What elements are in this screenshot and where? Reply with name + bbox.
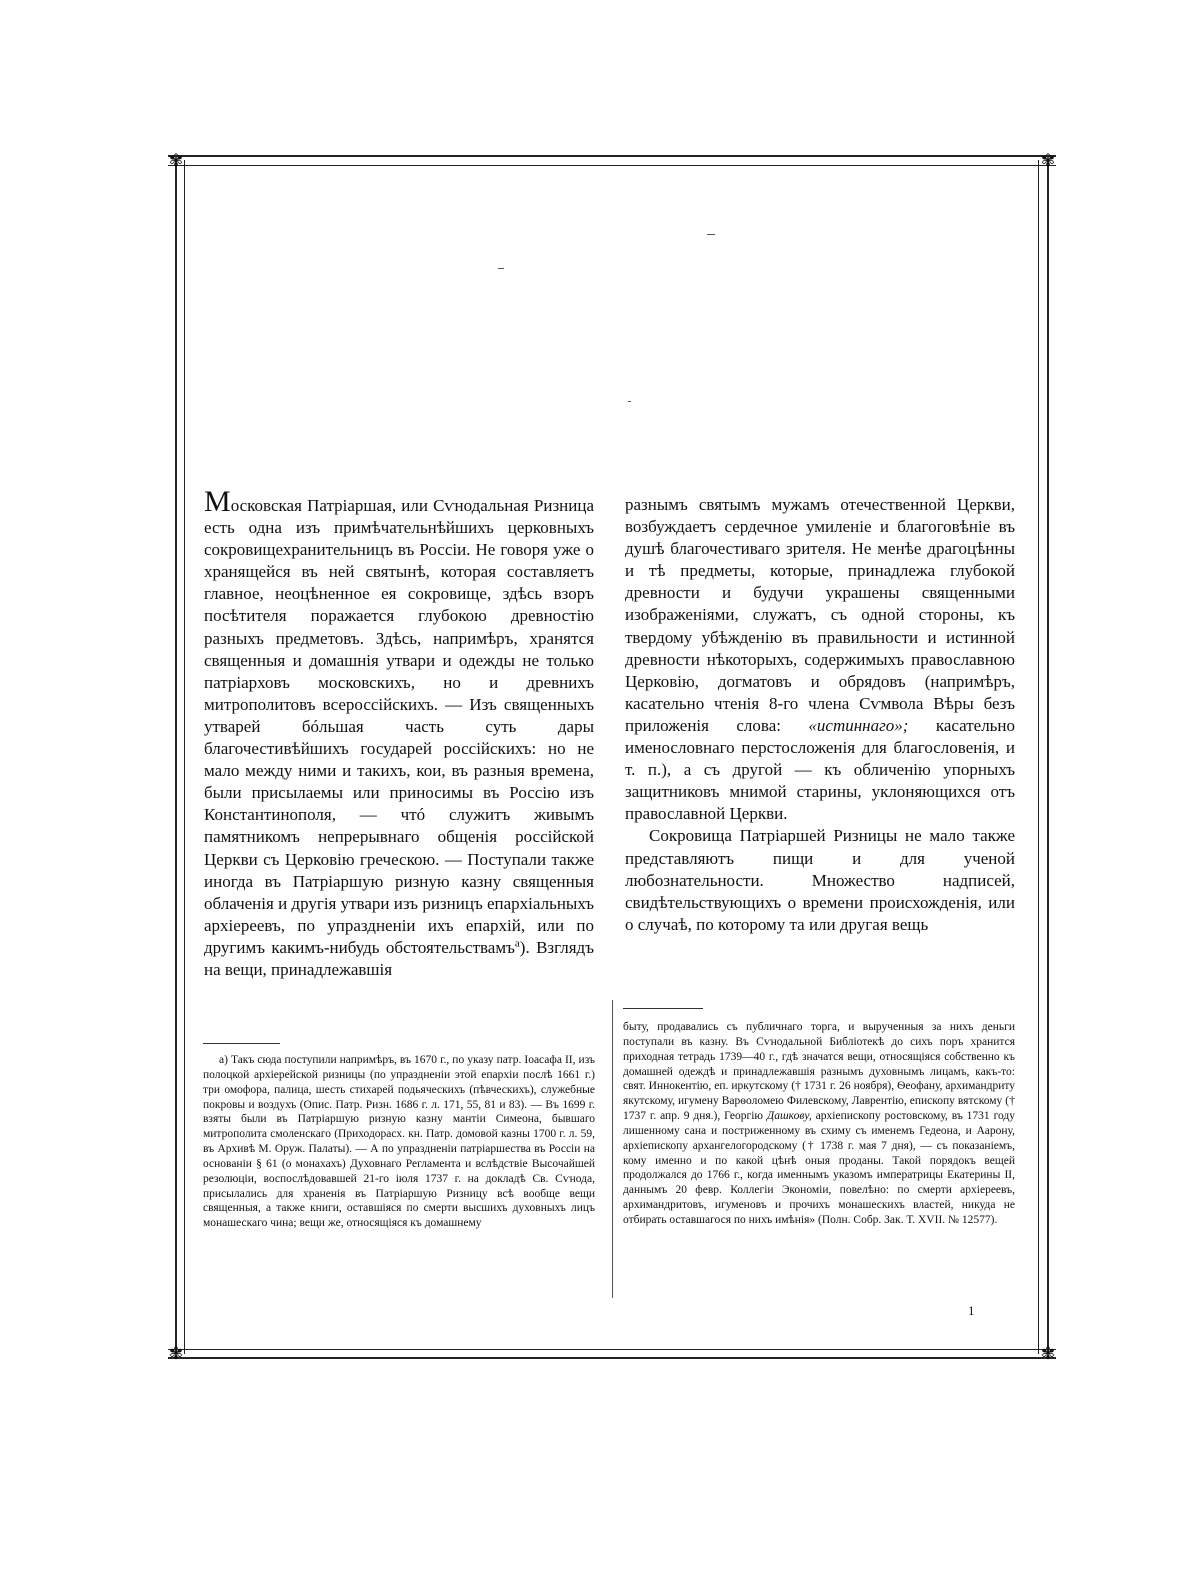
- drop-cap: М: [204, 485, 231, 518]
- frame-bottom-inner: [168, 1349, 1056, 1350]
- footnote-rule-left: [203, 1043, 280, 1044]
- scan-speck: [707, 234, 715, 235]
- frame-right-outer: [1047, 160, 1049, 1354]
- scan-speck: [498, 268, 504, 269]
- paragraph-text-end: ). Взглядъ на вещи, принадлежавшія: [204, 937, 594, 979]
- footnote-text-end: архіепископу ростовскому, въ 1731 году лишенному сана и постриженному въ схиму съ именемъ Гедеона, и Аарону, архіепископу архангелогородскому († 1738 г. мая 7 дня), — съ показаніемъ, кому именно и по какой цѣнѣ оныя проданы. Такой порядокъ вещей продолжался до 1766 г., когда именнымъ указомъ императрицы Екатерины II, даннымъ 20 февр. Коллегіи Экономіи, повелѣно: по смерти архіереевъ, архимандритовъ, игуменовъ и прочихъ монашескихъ властей, никуда не отбирать оставшагося по нихъ имѣнія» (Полн. Собр. Зак. Т. XVII. № 12577).: [623, 1110, 1016, 1226]
- footnote-text: быту, продавались съ публичнаго торга, и вырученныя за нихъ деньги поступали въ казну. Въ Сѵнодальной Библіотекѣ до сихъ поръ хранится приходная тетрадь 1739—40 г., гдѣ значатся вещи, относящіяся собственно къ домашней одеждѣ и принадлежавшія разнымъ духовнымъ лицамъ, какъ-то: свят. Иннокентію, еп. иркутскому († 1731 г. 26 ноября), Ѳеофану, архимандриту якутскому, игумену Варѳоломею Филевскому, Лаврентію, епископу вятскому († 1737 г. апр. 9 дня.), Георгію: [623, 1021, 1015, 1123]
- frame-right-inner: [1038, 160, 1039, 1354]
- corner-ornament-icon: ✾: [1040, 1344, 1056, 1364]
- paragraph-text: осковская Патріаршая, или Сѵнодальная Ризница есть одна изъ примѣчательнѣйшихъ церковныхъ сокровищехранительницъ въ Россіи. Не говоря уже о хранящейся въ ней святынѣ, которая составляетъ главное, неоцѣненное ея сокровище, здѣсь взоръ посѣтителя поражается глубокою древностію разныхъ предметовъ. Здѣсь, напримѣръ, хранятся священныя и домашнія утвари и одежды не только патріарховъ московскихъ, но и древнихъ митрополитовъ всероссійскихъ. — Изъ священныхъ утварей бóльшая часть суть дары благочестивѣйшихъ государей россійскихъ: но не мало между ними и такихъ, кои, въ разныя времена, были присылаемы или приносимы въ Россію изъ Константинополя, — чтó служитъ живымъ памятникомъ непрерывнаго общенія россійской Церкви съ Церковію греческою. — Поступали также иногда въ Патріаршую ризную казну священныя облаченія и другія утвари изъ ризницъ епархіальныхъ архіереевъ, по упраздненіи ихъ епархій, или по другимъ какимъ-нибудь обстоятельствамъ: [204, 496, 594, 957]
- frame-top-outer: [168, 155, 1056, 157]
- footnote-rule-right: [623, 1008, 703, 1009]
- main-paragraph-continued: [625, 494, 1015, 825]
- main-text-right-column: [625, 494, 1015, 936]
- frame-bottom-outer: [168, 1357, 1056, 1359]
- footnote-right: [623, 1020, 1015, 1228]
- scan-speck: [628, 401, 631, 402]
- main-paragraph: [204, 485, 594, 981]
- italic-name: Дашкову,: [766, 1110, 812, 1123]
- main-paragraph: Сокровища Патріаршей Ризницы не мало также представляютъ пищи и для ученой любознательности. Множество надписей, свидѣтельствующихъ о времени происхожденія, или о случаѣ, по которому та или другая вещь: [625, 826, 1015, 934]
- frame-left-inner: [184, 160, 185, 1354]
- main-text-left-column: [204, 485, 594, 981]
- footnote-marker: а: [514, 937, 520, 950]
- frame-left-outer: [175, 160, 177, 1354]
- italic-word: «истиннаго»;: [808, 715, 909, 735]
- corner-ornament-icon: ✾: [168, 1344, 184, 1364]
- corner-ornament-icon: ✾: [1040, 151, 1056, 171]
- paragraph-text: разнымъ святымъ мужамъ отечественной Церкви, возбуждаетъ сердечное умиленіе и благоговѣніе въ душѣ благочестиваго зрителя. Не менѣе драгоцѣнны и тѣ предметы, которые, принадлежа глубокой древности и будучи украшены священными изображеніями, служатъ, съ одной стороны, къ твердому убѣжденію въ правильности и истинной древности нѣкоторыхъ, содержимыхъ православною Церковію, догматовъ и обрядовъ (напримѣръ, касательно чтенія 8-го члена Сѵмвола Вѣры безъ приложенія слова:: [625, 495, 1015, 735]
- footnote-left: а) Такъ сюда поступили напримѣръ, въ 1670 г., по указу патр. Іоасафа II, изъ полоцкой архіерейской ризницы (по упраздненіи этой епархіи послѣ 1661 г.) три омофора, палица, шесть стихарей подьяческихъ (пѣвческихъ), служебные покровы и воздухъ (Опис. Патр. Ризн. 1686 г. л. 171, 55, 81 и 83). — Въ 1699 г. взяты были въ Патріаршую ризную казну мантіи Симеона, бывшаго митрополита смоленскаго (Приходорасх. кн. Патр. домовой казны 1700 г. л. 59, въ Архивѣ М. Оруж. Палаты). — А по упраздненіи патріаршества въ Россіи на основаніи § 61 (о монахахъ) Духовнаго Регламента и вслѣдствіе Высочайшей резолюціи, воспослѣдовавшей 21-го іюля 1737 г. на докладѣ Св. Сѵнода, присылались для храненія въ Патріаршую Ризницу всѣ вообще вещи священныя, а также книги, оставшіяся по смерти высшихъ духовныхъ лицъ монашескаго чина; вещи же, относящіяся къ домашнему: [203, 1054, 595, 1230]
- frame-top-inner: [168, 165, 1056, 166]
- corner-ornament-icon: ✾: [168, 151, 184, 171]
- column-divider: [612, 1000, 613, 1298]
- paragraph-text-end: касательно именословнаго перстосложенія для благословенія, и т. п.), а съ другой — къ обличенію упорныхъ защитниковъ мнимой старины, уклоняющихся отъ православной Церкви.: [625, 715, 1016, 824]
- page-number: 1: [968, 1303, 975, 1318]
